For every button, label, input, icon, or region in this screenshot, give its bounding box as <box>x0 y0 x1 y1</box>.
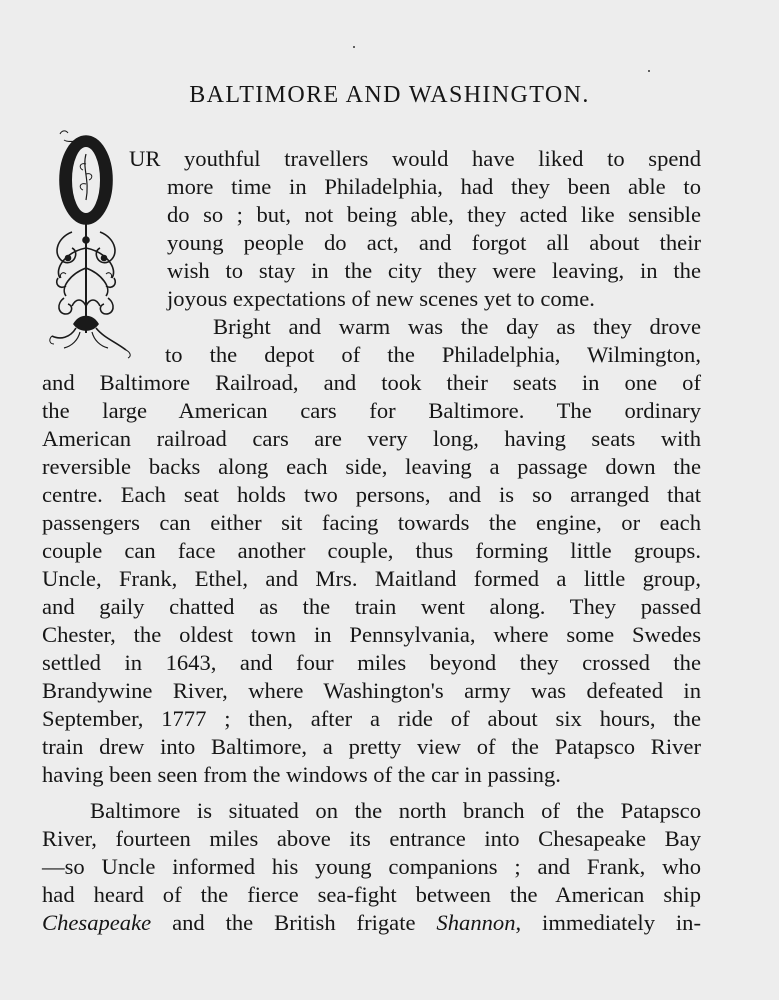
text-line-18: Chester, the oldest town in Pennsylvania, where some Swedes <box>42 622 701 647</box>
text-line-20: Brandywine River, where Washington's army was defeated in <box>42 678 701 703</box>
ship-name-chesapeake: Chesapeake <box>42 910 152 935</box>
text-line-22: train drew into Baltimore, a pretty view of the Patapsco River <box>42 734 701 759</box>
ship-name-shannon: Shannon <box>436 910 516 935</box>
paper-speck <box>353 46 355 48</box>
text-line-8: to the depot of the Philadelphia, Wilmington, <box>165 342 701 367</box>
text-line-19: settled in 1643, and four miles beyond they crossed the <box>42 650 701 675</box>
text-line-2: more time in Philadelphia, had they been able to <box>167 174 701 199</box>
text-line-25: River, fourteen miles above its entrance into Chesapeake Bay <box>42 826 701 851</box>
chapter-heading: BALTIMORE AND WASHINGTON. <box>189 82 590 108</box>
paper-speck <box>648 70 650 72</box>
text-line-1: UR youthful travellers would have liked to spend <box>129 146 701 171</box>
text-line-4: young people do act, and forgot all about their <box>167 230 701 255</box>
text-line-23: having been seen from the windows of the car in passing. <box>42 762 561 787</box>
text-line-26: —so Uncle informed his young companions ; and Frank, who <box>42 854 701 879</box>
text-line-3: do so ; but, not being able, they acted like sensible <box>167 202 701 227</box>
text-line-11: American railroad cars are very long, having seats with <box>42 426 701 451</box>
text-line-7: Bright and warm was the day as they drove <box>213 314 701 339</box>
text-line-15: couple can face another couple, thus forming little groups. <box>42 538 701 563</box>
text-line-14: passengers can either sit facing towards the engine, or each <box>42 510 701 535</box>
text-line-6: joyous expectations of new scenes yet to come. <box>167 286 595 311</box>
text-line-21: September, 1777 ; then, after a ride of about six hours, the <box>42 706 701 731</box>
text-line-28: Chesapeake and the British frigate Shannon, immediately in- <box>42 910 702 935</box>
text-line-5: wish to stay in the city they were leaving, in the <box>167 258 701 283</box>
text-line-17: and gaily chatted as the train went along. They passed <box>42 594 701 619</box>
text-line-12: reversible backs along each side, leaving a passage down the <box>42 454 701 479</box>
text-line-16: Uncle, Frank, Ethel, and Mrs. Maitland formed a little group, <box>42 566 701 591</box>
text-line-13: centre. Each seat holds two persons, and is so arranged that <box>42 482 701 507</box>
text-line-9: and Baltimore Railroad, and took their seats in one of <box>42 370 701 395</box>
text-line-10: the large American cars for Baltimore. The ordinary <box>42 398 701 423</box>
text-line-27: had heard of the fierce sea-fight between the American ship <box>42 882 701 907</box>
text-line-24: Baltimore is situated on the north branch of the Patapsco <box>90 798 701 823</box>
